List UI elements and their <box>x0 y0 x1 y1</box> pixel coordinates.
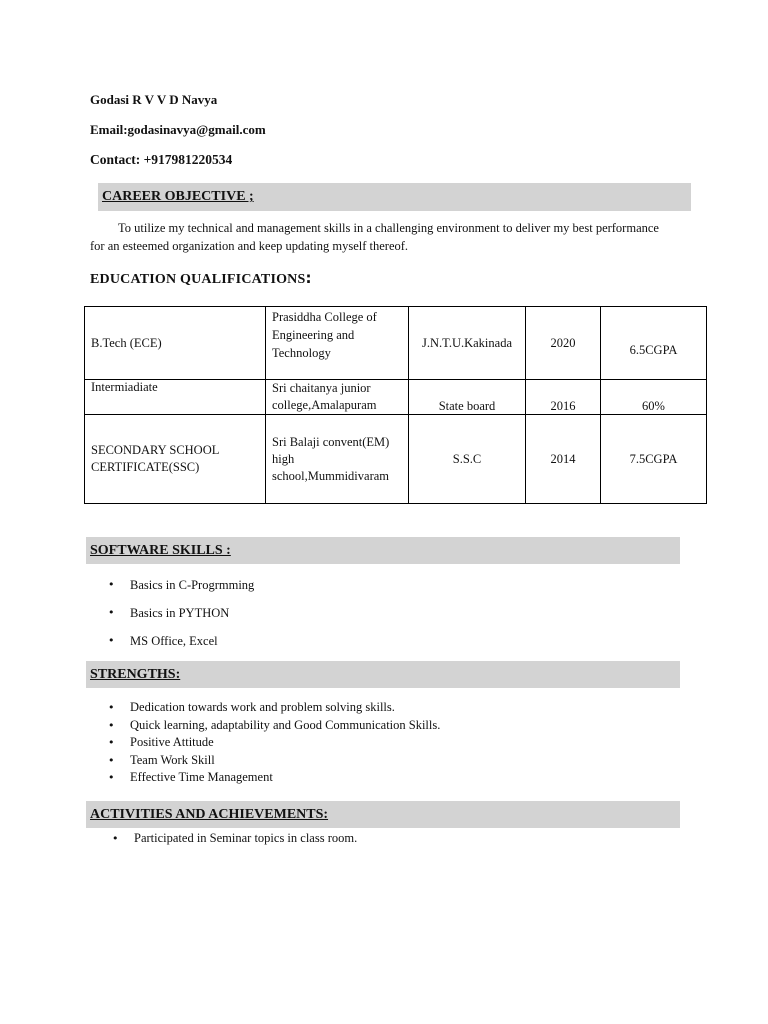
career-objective-text: To utilize my technical and management skills in a challenging environment to deliver my best performance for an esteemed organization and keep updating myself thereof. <box>90 221 659 253</box>
year-cell: 2020 <box>526 307 601 380</box>
institution-cell: Prasiddha College of Engineering and Technology <box>266 307 409 380</box>
activities-heading: ACTIVITIES AND ACHIEVEMENTS: <box>86 801 680 828</box>
institution-cell: Sri Balaji convent(EM) high school,Mummidivaram <box>266 415 409 504</box>
contact-line: Contact: +917981220534 <box>90 152 233 167</box>
table-row <box>85 415 707 504</box>
institution-cell: Sri chaitanya junior college,Amalapuram <box>266 380 409 415</box>
email-line: Email:godasinavya@gmail.com <box>90 122 266 137</box>
list-item: • Positive Attitude <box>106 734 440 752</box>
list-item: • Basics in PYTHON <box>106 605 254 621</box>
candidate-name: Godasi R V V D Navya <box>90 92 218 107</box>
list-item: • MS Office, Excel <box>106 633 254 649</box>
education-table <box>84 306 707 504</box>
list-item: • Team Work Skill <box>106 752 440 770</box>
score-cell: 60% <box>601 380 707 415</box>
strengths-heading: STRENGTHS: <box>86 661 680 688</box>
software-skills-heading: SOFTWARE SKILLS : <box>86 537 680 564</box>
list-item: • Effective Time Management <box>106 769 440 787</box>
board-cell: S.S.C <box>409 415 526 504</box>
table-row <box>85 380 707 415</box>
board-cell: State board <box>409 380 526 415</box>
strengths-list <box>106 699 440 787</box>
year-cell: 2014 <box>526 415 601 504</box>
education-heading <box>90 269 312 288</box>
qualification-cell: SECONDARY SCHOOL CERTIFICATE(SSC) <box>85 415 266 504</box>
year-cell: 2016 <box>526 380 601 415</box>
table-row <box>85 307 707 380</box>
score-cell: 6.5CGPA <box>601 307 707 380</box>
qualification-cell: B.Tech (ECE) <box>85 307 266 380</box>
list-item: • Quick learning, adaptability and Good Communication Skills. <box>106 717 440 735</box>
list-item: • Participated in Seminar topics in class room. <box>110 830 357 847</box>
activities-list <box>110 830 357 847</box>
list-item: • Basics in C-Progrmming <box>106 577 254 593</box>
education-heading-suffix: : <box>305 269 312 287</box>
education-heading-text: EDUCATION QUALIFICATIONS <box>90 272 306 287</box>
list-item: • Dedication towards work and problem solving skills. <box>106 699 440 717</box>
career-objective-heading: CAREER OBJECTIVE ; <box>98 183 691 211</box>
board-cell: J.N.T.U.Kakinada <box>409 307 526 380</box>
qualification-cell: Intermiadiate <box>85 380 266 415</box>
score-cell: 7.5CGPA <box>601 415 707 504</box>
software-skills-list <box>106 577 254 661</box>
